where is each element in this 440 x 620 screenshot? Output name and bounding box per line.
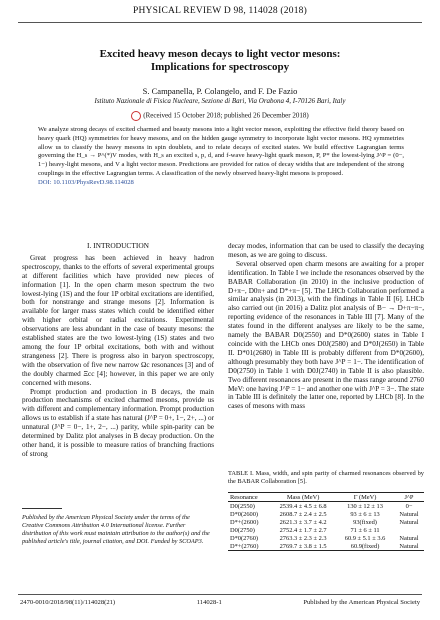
col-header: J^P [394, 493, 424, 502]
table-cell: 71 ± 6 ± 11 [350, 526, 380, 534]
footer-rule [18, 594, 422, 595]
table-cell: 2752.4 ± 1.7 ± 2.7 [279, 526, 327, 534]
table-cell: D0(2750) [230, 526, 255, 534]
table-cell: D*+(2760) [228, 542, 270, 551]
table-cell: Natural [394, 542, 424, 551]
table-header-row [228, 493, 424, 502]
section-heading: I. INTRODUCTION [87, 241, 149, 250]
crossmark-icon[interactable] [131, 111, 141, 121]
affiliation: Istituto Nazionale di Fisica Nucleare, Sezione di Bari, Via Orabona 4, I-70126 Bari, Italy [94, 97, 346, 105]
table-caption: TABLE I. Mass, width, and spin parity of charmed resonances observed by the BABAR Collaboration [5]. [228, 470, 424, 485]
table-cell: Natural [399, 518, 419, 526]
doi-link[interactable]: DOI: 10.1103/PhysRevD.98.114028 [38, 178, 134, 186]
table-row [228, 542, 424, 551]
resonance-table [228, 492, 424, 551]
table-cell: 60.9 ± 5.1 ± 3.6 [344, 534, 386, 542]
page-number: 114028-1 [196, 599, 222, 606]
table-row [228, 518, 424, 526]
table-cell: 60.9(fixed) [336, 542, 394, 551]
table-cell: D0(2550) [230, 502, 255, 510]
received-text: (Received 15 October 2018; published 26 December 2018) [143, 111, 309, 120]
table-cell [394, 526, 424, 534]
table-cell: 2539.4 ± 4.5 ± 6.8 [279, 502, 327, 510]
abstract [38, 126, 404, 188]
left-column [22, 242, 214, 459]
right-paragraph-1: decay modes, information that can be used to classify the decaying meson, as we are going to discuss. [228, 242, 424, 259]
table-cell: D*0(2600) [230, 510, 259, 518]
intro-paragraph-2: Prompt production and production in B decays, the main production mechanisms of excited charmed mesons, provide us with different and complementary information. Prompt production allows us to establish if a state has natural (J^P = 0+, 1−, 2+, ...) or unnatural (J^P = 0−, 1+, 2−, ...) parity, while spin-parity can be determined by Dalitz plot analyses in B decay production. On the other hand, it is possible to measure ratios of branching fractions of strong [22, 387, 214, 458]
table-cell: 2769.7 ± 3.8 ± 1.5 [270, 542, 336, 551]
intro-paragraph-1: Great progress has been achieved in heavy hadron spectroscopy, thanks to the efforts of several experimental groups at different facilities which have provided new pieces of information [1]. In the open charm meson spectrum the two lowest-lying (1S) and the four 1P orbital excitations are identified, both for nonstrange and strange mesons [2]. Information is available for larger mass states which could be identified either with higher orbital or radial excitations. Experimental observations are less abundant in the case of beauty mesons: the established states are the two lowest-lying (1S) states and two among the four 1P orbital excitations, both with and without strangeness [2]. There is progress also in baryon spectroscopy, with the observation of five new narrow Ωc resonances [3] and of the doubly charmed Ξcc [4]; however, in this paper we are only concerned with mesons. [22, 253, 214, 387]
col-header: Γ (MeV) [336, 493, 394, 502]
right-column [228, 242, 424, 411]
footnote-rule [22, 508, 62, 509]
table-cell: 93 ± 6 ± 13 [350, 510, 380, 518]
journal-header: PHYSICAL REVIEW D 98, 114028 (2018) [133, 6, 307, 16]
page-footer [20, 599, 420, 606]
right-paragraph-2: Several observed open charm mesons are awaiting for a proper identification. In Table I we include the resonances observed by the BABAR Collaboration (in 2010) in the inclusive production of D+π−, D0π+ and D*+π− [5]. The LHCb Collaboration performed a similar analysis (in 2013), with the findings in Table II [6]. LHCb also carried out (in 2016) a Dalitz plot analysis of B− → D+π−π−, reporting evidence of the resonances in Table III [7]. Many of the states found in the different analyses are likely to be the same, namely the BABAR D0(2550) and D*0(2600) states in Table I coincide with the LHCb ones D0J(2580) and D*0J(2650) in Table II. D*01(2680) in Table III is probably different from D*0(2600), although presumably they both have J^P = 1−. The identification of D0(2750) in Table 1 with D0J(2740) in Table II is also plausible. Two different resonances are present in the mass range around 2760 MeV: one having J^P = 1− and another one with J^P = 3−. The state in Table III is definitely the latter one, reported by LHCb [8]. In the cases of mesons with mass [228, 259, 424, 411]
table-cell: 130 ± 12 ± 13 [347, 502, 383, 510]
table-row [228, 534, 424, 542]
table-cell: 93(fixed) [353, 518, 377, 526]
table-cell: D*+(2600) [230, 518, 259, 526]
table-row [228, 526, 424, 534]
col-header: Resonance [228, 493, 270, 502]
license-footnote: Published by the American Physical Society under the terms of the Creative Commons Attribution 4.0 International license. Further distribution of this work must maintain attribution to the author(s) and the published article's title, journal citation, and DOI. Funded by SCOAP3. [22, 514, 210, 545]
title-line-2: Implications for spectroscopy [150, 61, 290, 73]
table-row [228, 510, 424, 518]
table-cell: 2608.7 ± 2.4 ± 2.5 [279, 510, 327, 518]
paper-title [0, 48, 440, 74]
table-cell: 2621.3 ± 3.7 ± 4.2 [279, 518, 327, 526]
footer-issn: 2470-0010/2018/98(11)/114028(21) [20, 599, 116, 606]
table-cell: Natural [399, 510, 419, 518]
footer-publisher: Published by the American Physical Society [303, 599, 420, 606]
table-row [228, 502, 424, 511]
col-header: Mass (MeV) [270, 493, 336, 502]
table-cell: 0− [405, 502, 413, 510]
author-list: S. Campanella, P. Colangelo, and F. De Fazio [142, 86, 298, 96]
abstract-text: We analyze strong decays of excited charmed and beauty mesons into a light vector meson, exploiting the effective field theory based on heavy quark (HQ) symmetries for heavy mesons, and on the hidden gauge symmetry to incorporate light vector mesons. HQ symmetries allow us to classify the heavy mesons in spin doublets, and to relate decays of excited states. We build effective Lagrangian terms governing the H_s → P^(*)V modes, with H_s an excited s, p, d, and f-wave heavy-light quark meson, P, P* the lowest-lying J^P = (0−, 1−) heavy-light mesons, and V a light vector meson. Predictions are provided for ratios of decay widths that are independent of the strong couplings in the effective Lagrangian terms. A classification of the newly observed heavy-light mesons is proposed. [38, 126, 404, 177]
table-cell: 2763.3 ± 2.3 ± 2.3 [279, 534, 327, 542]
table-cell: Natural [399, 534, 419, 542]
title-line-1: Excited heavy meson decays to light vector mesons: [99, 48, 341, 60]
header-rule [18, 22, 422, 23]
received-dates [0, 111, 440, 121]
table-cell: D*0(2760) [230, 534, 259, 542]
